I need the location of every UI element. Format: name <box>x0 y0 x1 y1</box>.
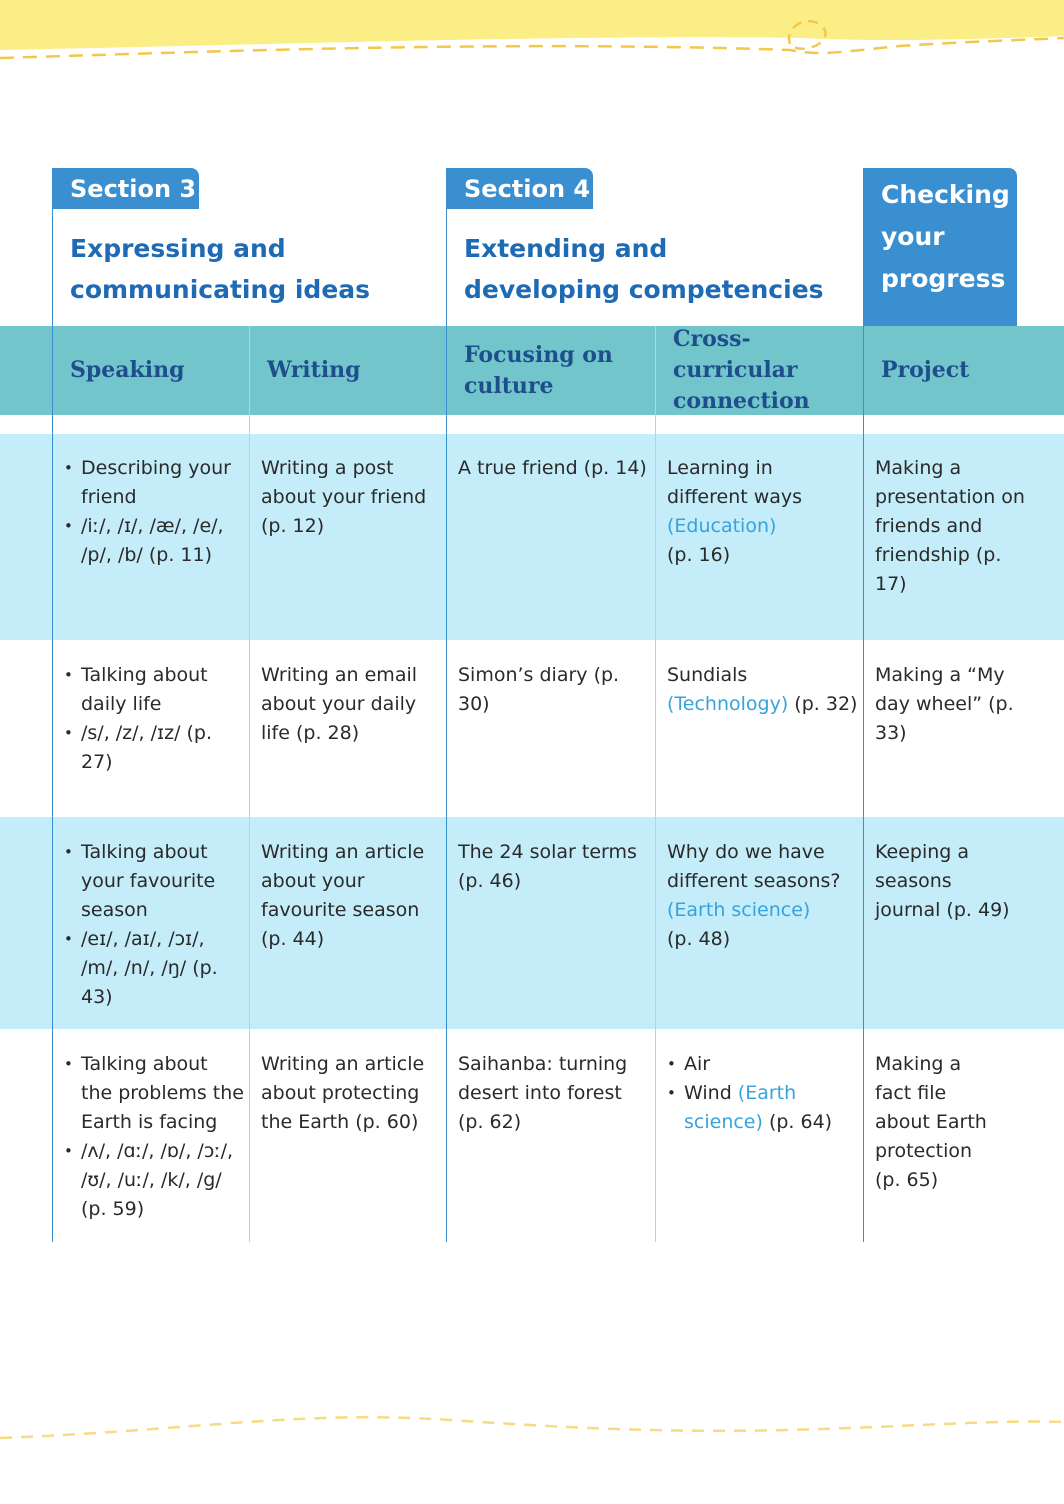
bottom-decorative-dashes <box>0 1400 1064 1460</box>
row-3-project: Keeping a seasons journal (p. 49) <box>875 841 1010 921</box>
subject-label: (Earth science) <box>684 1082 797 1133</box>
row-2-cross-curricular: Sundials (Technology) (p. 32) <box>667 664 858 715</box>
section-4-title: Extending and developing competencies <box>464 234 824 304</box>
list-item: • /s/, /z/, /ɪz/ (p. 27) <box>64 719 224 777</box>
section-3-tab: Section 3 <box>52 168 199 209</box>
column-header-cross-curricular: Cross-curricular connection <box>673 326 810 414</box>
row-1-culture: A true friend (p. 14) <box>458 457 647 479</box>
list-item: • Talking about the problems the Earth is facing <box>64 1050 244 1137</box>
list-item: • Wind (Earth science) (p. 64) <box>667 1079 837 1137</box>
row-4-culture: Saihanba: turning desert into forest (p. 62) <box>458 1053 628 1133</box>
checking-progress-header: Checking your progress <box>863 168 1017 326</box>
list-item: • Describing your friend <box>64 454 244 512</box>
subject-label: (Education) <box>667 515 777 537</box>
row-2-speaking <box>64 661 224 777</box>
row-4-speaking <box>64 1050 244 1224</box>
row-3-speaking <box>64 838 224 1012</box>
row-1-cross-curricular: Learning in different ways (Education) (p. 16) <box>667 457 803 566</box>
list-item: • /ʌ/, /ɑː/, /ɒ/, /ɔː/, /ʊ/, /uː/, /k/, /g/ (p. 59) <box>64 1137 244 1224</box>
row-1-writing: Writing a post about your friend (p. 12) <box>261 457 427 537</box>
divider-line <box>655 326 656 1242</box>
row-2-culture: Simon’s diary (p. 30) <box>458 664 620 715</box>
list-item: • /iː/, /ɪ/, /æ/, /e/, /p/, /b/ (p. 11) <box>64 512 244 570</box>
divider-line <box>863 326 864 1242</box>
subject-label: (Earth science) <box>667 899 811 921</box>
row-4-writing: Writing an article about protecting the Earth (p. 60) <box>261 1053 425 1133</box>
row-3-writing: Writing an article about your favourite season (p. 44) <box>261 841 425 950</box>
column-header-culture: Focusing on culture <box>464 341 613 399</box>
column-header-writing: Writing <box>267 357 361 383</box>
list-item: • Talking about daily life <box>64 661 224 719</box>
section-4-tab: Section 4 <box>446 168 593 209</box>
row-3-culture: The 24 solar terms (p. 46) <box>458 841 637 892</box>
top-decorative-band <box>0 0 1064 70</box>
row-2-writing: Writing an email about your daily life (p. 28) <box>261 664 418 744</box>
row-3-cross-curricular: Why do we have different seasons? (Earth science) (p. 48) <box>667 841 841 950</box>
row-4-project: Making a fact file about Earth protection (p. 65) <box>875 1053 987 1191</box>
subject-label: (Technology) <box>667 693 789 715</box>
row-1-project: Making a presentation on friends and friendship (p. 17) <box>875 457 1025 595</box>
list-item: • Air <box>667 1050 837 1079</box>
row-1-speaking <box>64 454 244 570</box>
row-2-project: Making a “My day wheel” (p. 33) <box>875 664 1014 744</box>
column-header-project: Project <box>881 357 970 383</box>
list-item: • Talking about your favourite season <box>64 838 224 925</box>
section-3-title: Expressing and communicating ideas <box>70 234 371 304</box>
column-header-speaking: Speaking <box>70 357 185 383</box>
row-4-cross-curricular <box>667 1050 837 1137</box>
list-item: • /eɪ/, /aɪ/, /ɔɪ/, /m/, /n/, /ŋ/ (p. 43) <box>64 925 224 1012</box>
divider-line <box>249 326 250 1242</box>
